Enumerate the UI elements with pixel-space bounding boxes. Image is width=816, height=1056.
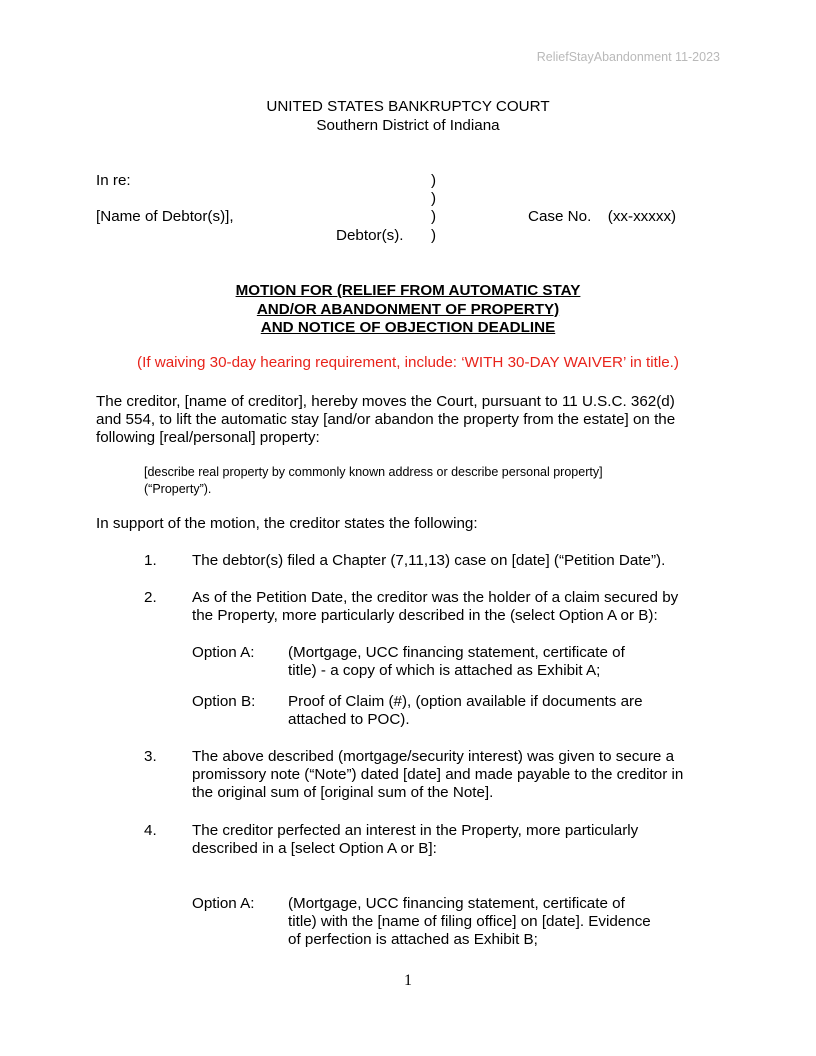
item-4-option-a-text	[288, 895, 708, 949]
caption-paren: )	[431, 208, 437, 225]
item-number: 3.	[144, 748, 157, 765]
item-2-text	[192, 589, 722, 625]
item-2-option-b-text	[288, 693, 708, 729]
item-line: The creditor perfected an interest in the Property, more particularly	[192, 822, 639, 839]
motion-title	[0, 282, 816, 338]
caption-paren: )	[431, 190, 437, 207]
option-line: title) - a copy of which is attached as Exhibit A;	[288, 662, 601, 679]
intro-line: The creditor, [name of creditor], hereby moves the Court, pursuant to 11 U.S.C. 362(d)	[96, 393, 675, 410]
intro-line: following [real/personal] property:	[96, 429, 320, 446]
item-4-option-a-label: Option A:	[192, 895, 255, 912]
caption-debtor-name: [Name of Debtor(s)],	[96, 208, 234, 225]
court-name: UNITED STATES BANKRUPTCY COURT	[266, 98, 550, 115]
option-line: of perfection is attached as Exhibit B;	[288, 931, 538, 948]
option-line: title) with the [name of filing office] on [date]. Evidence	[288, 913, 651, 930]
support-intro: In support of the motion, the creditor states the following:	[96, 515, 478, 532]
page-number: 1	[404, 972, 412, 989]
court-district: Southern District of Indiana	[316, 117, 500, 134]
item-line: the Property, more particularly described in the (select Option A or B):	[192, 607, 658, 624]
property-description-line: (“Property”).	[144, 481, 212, 496]
item-line: As of the Petition Date, the creditor was the holder of a claim secured by	[192, 589, 679, 606]
motion-title-line: MOTION FOR (RELIEF FROM AUTOMATIC STAY	[235, 282, 581, 299]
caption-in-re: In re:	[96, 172, 131, 189]
intro-line: and 554, to lift the automatic stay [and/or abandon the property from the estate] on the	[96, 411, 676, 428]
caption-debtor-label: Debtor(s).	[336, 227, 404, 244]
case-number	[528, 208, 676, 226]
item-3-text	[192, 748, 722, 802]
caption-paren: )	[431, 172, 437, 189]
case-number-label: Case No.	[528, 208, 592, 225]
item-line: the original sum of [original sum of the Note].	[192, 784, 494, 801]
court-heading	[0, 97, 816, 135]
item-2-option-a-label: Option A:	[192, 644, 255, 661]
form-identifier: ReliefStayAbandonment 11-2023	[536, 50, 720, 64]
case-number-value: (xx-xxxxx)	[607, 208, 677, 225]
item-line: The debtor(s) filed a Chapter (7,11,13) case on [date] (“Petition Date”).	[192, 552, 666, 569]
item-2-option-a-text	[288, 644, 708, 680]
caption-paren: )	[431, 227, 437, 244]
option-line: (Mortgage, UCC financing statement, certificate of	[288, 644, 625, 661]
option-line: Proof of Claim (#), (option available if documents are	[288, 693, 643, 710]
item-4-text	[192, 822, 722, 858]
item-line: promissory note (“Note”) dated [date] and made payable to the creditor in	[192, 766, 684, 783]
item-line: described in a [select Option A or B]:	[192, 840, 437, 857]
item-number: 2.	[144, 589, 157, 606]
item-number: 1.	[144, 552, 157, 569]
item-number: 4.	[144, 822, 157, 839]
option-line: attached to POC).	[288, 711, 410, 728]
item-1-text	[192, 552, 722, 570]
motion-title-line: AND NOTICE OF OBJECTION DEADLINE	[260, 319, 556, 336]
item-2-option-b-label: Option B:	[192, 693, 256, 710]
option-line: (Mortgage, UCC financing statement, certificate of	[288, 895, 625, 912]
property-description-line: [describe real property by commonly known address or describe personal property]	[144, 465, 603, 479]
intro-paragraph	[96, 393, 721, 447]
property-description	[144, 464, 704, 497]
motion-title-line: AND/OR ABANDONMENT OF PROPERTY)	[256, 300, 560, 318]
item-line: The above described (mortgage/security interest) was given to secure a	[192, 748, 675, 765]
waiver-instruction-note: (If waiving 30-day hearing requirement, include: ‘WITH 30-DAY WAIVER’ in title.)	[137, 354, 679, 371]
